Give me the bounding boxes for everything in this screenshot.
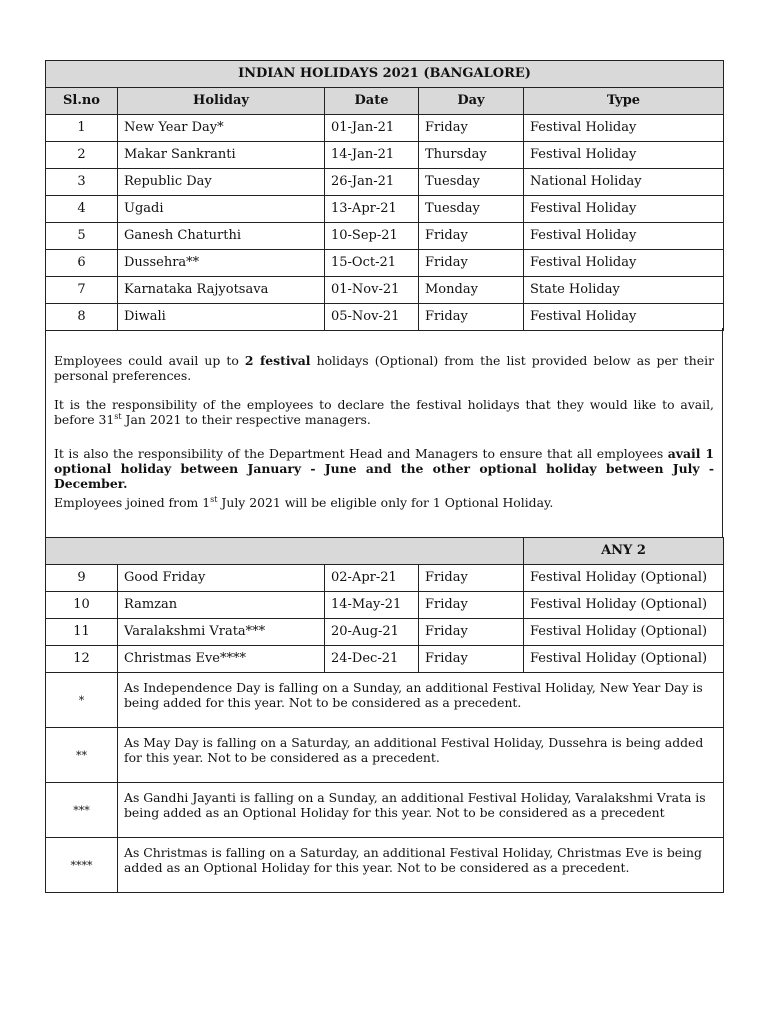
optional-header-blank [46, 538, 524, 565]
notes-section [45, 328, 723, 538]
cell-holiday: New Year Day* [118, 115, 325, 142]
note-declare-responsibility: It is the responsibility of the employees to declare the festival holidays that they would like to avail, before 31st Jan 2021 to their respective managers. [54, 397, 714, 427]
cell-day: Friday [419, 592, 524, 619]
cell-slno: 11 [46, 619, 118, 646]
cell-date: 14-Jan-21 [325, 142, 419, 169]
cell-type: National Holiday [524, 169, 724, 196]
cell-day: Monday [419, 277, 524, 304]
header-holiday: Holiday [118, 88, 325, 115]
cell-date: 01-Nov-21 [325, 277, 419, 304]
footnote-symbol: **** [46, 838, 118, 893]
cell-date: 10-Sep-21 [325, 223, 419, 250]
footnote-symbol: ** [46, 728, 118, 783]
table-row [46, 277, 724, 304]
optional-header-label: ANY 2 [524, 538, 724, 565]
table-title: INDIAN HOLIDAYS 2021 (BANGALORE) [46, 61, 724, 88]
cell-type: State Holiday [524, 277, 724, 304]
footnote-symbol: * [46, 673, 118, 728]
cell-holiday: Diwali [118, 304, 325, 331]
table-row [46, 619, 724, 646]
header-row [46, 88, 724, 115]
header-day: Day [419, 88, 524, 115]
note-joined-eligibility: Employees joined from 1st July 2021 will be eligible only for 1 Optional Holiday. [54, 494, 554, 510]
table-row [46, 115, 724, 142]
cell-holiday: Christmas Eve**** [118, 646, 325, 673]
header-date: Date [325, 88, 419, 115]
cell-date: 26-Jan-21 [325, 169, 419, 196]
header-type: Type [524, 88, 724, 115]
cell-holiday: Ugadi [118, 196, 325, 223]
cell-date: 15-Oct-21 [325, 250, 419, 277]
cell-type: Festival Holiday [524, 250, 724, 277]
title-row [46, 61, 724, 88]
cell-type: Festival Holiday [524, 196, 724, 223]
table-row [46, 142, 724, 169]
footnote-row [46, 673, 724, 728]
cell-day: Friday [419, 223, 524, 250]
cell-date: 24-Dec-21 [325, 646, 419, 673]
cell-date: 14-May-21 [325, 592, 419, 619]
cell-type: Festival Holiday (Optional) [524, 619, 724, 646]
cell-type: Festival Holiday (Optional) [524, 565, 724, 592]
footnote-row [46, 728, 724, 783]
cell-type: Festival Holiday [524, 115, 724, 142]
table-row [46, 169, 724, 196]
cell-date: 02-Apr-21 [325, 565, 419, 592]
note-optional-limit: Employees could avail up to 2 festival holidays (Optional) from the list provided below as per their personal preferences. [54, 353, 714, 383]
table-row [46, 223, 724, 250]
cell-type: Festival Holiday [524, 223, 724, 250]
cell-type: Festival Holiday (Optional) [524, 646, 724, 673]
cell-slno: 5 [46, 223, 118, 250]
cell-holiday: Ramzan [118, 592, 325, 619]
cell-slno: 7 [46, 277, 118, 304]
cell-day: Friday [419, 565, 524, 592]
cell-holiday: Karnataka Rajyotsava [118, 277, 325, 304]
cell-slno: 2 [46, 142, 118, 169]
cell-date: 01-Jan-21 [325, 115, 419, 142]
optional-holiday-table [45, 537, 724, 893]
holiday-table [45, 60, 724, 331]
cell-holiday: Ganesh Chaturthi [118, 223, 325, 250]
footnote-text: As Christmas is falling on a Saturday, an additional Festival Holiday, Christmas Eve is being added as an Optional Holiday for this year. Not to be considered as a precedent. [118, 838, 724, 893]
cell-type: Festival Holiday (Optional) [524, 592, 724, 619]
table-row [46, 304, 724, 331]
footnote-symbol: *** [46, 783, 118, 838]
cell-holiday: Varalakshmi Vrata*** [118, 619, 325, 646]
cell-slno: 8 [46, 304, 118, 331]
table-row [46, 250, 724, 277]
table-row [46, 196, 724, 223]
cell-slno: 9 [46, 565, 118, 592]
cell-holiday: Good Friday [118, 565, 325, 592]
cell-holiday: Makar Sankranti [118, 142, 325, 169]
table-row [46, 592, 724, 619]
table-row [46, 646, 724, 673]
footnote-text: As Gandhi Jayanti is falling on a Sunday, an additional Festival Holiday, Varalakshmi Vrata is being added as an Optional Holiday for this year. Not to be considered as a precedent [118, 783, 724, 838]
cell-date: 20-Aug-21 [325, 619, 419, 646]
optional-header-row [46, 538, 724, 565]
footnote-text: As May Day is falling on a Saturday, an additional Festival Holiday, Dussehra is being added for this year. Not to be considered as a precedent. [118, 728, 724, 783]
cell-holiday: Dussehra** [118, 250, 325, 277]
cell-date: 13-Apr-21 [325, 196, 419, 223]
footnote-text: As Independence Day is falling on a Sunday, an additional Festival Holiday, New Year Day is being added for this year. Not to be considered as a precedent. [118, 673, 724, 728]
cell-day: Friday [419, 619, 524, 646]
cell-slno: 1 [46, 115, 118, 142]
note-manager-responsibility: It is also the responsibility of the Department Head and Managers to ensure that all employees avail 1 optional holiday between January - June and the other optional holiday between July - December. [54, 446, 714, 491]
table-row [46, 565, 724, 592]
cell-slno: 4 [46, 196, 118, 223]
cell-holiday: Republic Day [118, 169, 325, 196]
cell-date: 05-Nov-21 [325, 304, 419, 331]
cell-day: Friday [419, 250, 524, 277]
cell-day: Friday [419, 646, 524, 673]
footnote-row [46, 783, 724, 838]
cell-day: Tuesday [419, 169, 524, 196]
cell-day: Friday [419, 304, 524, 331]
cell-slno: 6 [46, 250, 118, 277]
cell-slno: 3 [46, 169, 118, 196]
footnote-row [46, 838, 724, 893]
cell-day: Friday [419, 115, 524, 142]
cell-day: Thursday [419, 142, 524, 169]
cell-type: Festival Holiday [524, 304, 724, 331]
header-slno: Sl.no [46, 88, 118, 115]
cell-day: Tuesday [419, 196, 524, 223]
cell-slno: 12 [46, 646, 118, 673]
cell-slno: 10 [46, 592, 118, 619]
cell-type: Festival Holiday [524, 142, 724, 169]
